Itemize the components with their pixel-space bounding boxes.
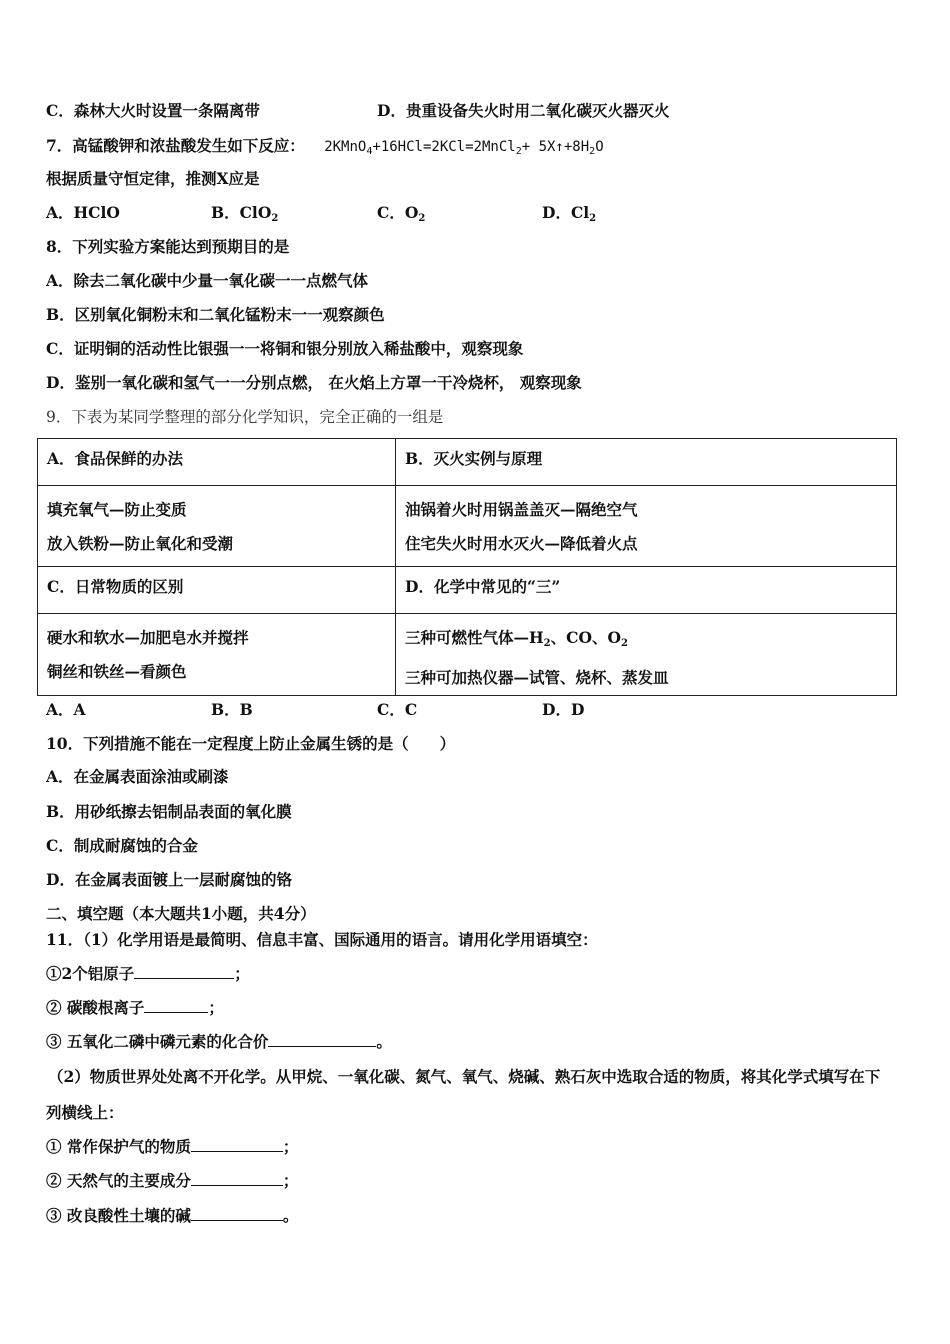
q11-p2-end: ； bbox=[208, 998, 224, 1017]
q11-s3-end: 。 bbox=[282, 1206, 299, 1225]
cell-c-body bbox=[38, 614, 396, 696]
q7-option-b-sub: 2 bbox=[271, 213, 279, 224]
q9-option-c: C．C bbox=[377, 700, 418, 719]
section-title: 二、填空题（本大题共1小题，共4分） bbox=[46, 904, 316, 923]
cell-b-body bbox=[396, 486, 897, 567]
cell-d-line1 bbox=[405, 621, 887, 661]
eq-part: O bbox=[595, 139, 604, 155]
q11-part1-item1 bbox=[46, 963, 250, 985]
cell-b-line1: 油锅着火时用锅盖盖灭—隔绝空气 bbox=[405, 500, 638, 519]
q11-part1-item2 bbox=[46, 997, 224, 1019]
q7-equation bbox=[324, 139, 603, 155]
cell-d-line1-a: 三种可燃性气体—H bbox=[405, 628, 544, 647]
answer-blank[interactable] bbox=[191, 1137, 283, 1152]
q11-part2-item3 bbox=[46, 1205, 298, 1227]
q10-option-c: C．制成耐腐蚀的合金 bbox=[46, 836, 198, 855]
q8-option-b: B．区别氧化铜粉末和二氧化锰粉末一一观察颜色 bbox=[46, 305, 385, 324]
answer-blank[interactable] bbox=[268, 1032, 376, 1047]
q11-s1-end: ； bbox=[282, 1137, 299, 1156]
q7-option-d-sub: 2 bbox=[589, 213, 597, 224]
q9-option-d: D．D bbox=[542, 700, 585, 719]
q7-option-d-text: D．Cl bbox=[542, 203, 590, 222]
cell-b-line2: 住宅失火时用水灭火—降低着火点 bbox=[405, 534, 638, 553]
q11-p3-end: 。 bbox=[376, 1032, 392, 1051]
q9-knowledge-table bbox=[37, 438, 897, 696]
q11-s2-end: ； bbox=[282, 1171, 299, 1190]
answer-blank[interactable] bbox=[191, 1171, 283, 1186]
q7-stem-text: 7．高锰酸钾和浓盐酸发生如下反应： bbox=[46, 136, 305, 155]
q11-p1-end: ； bbox=[234, 964, 250, 983]
cell-c-title: C．日常物质的区别 bbox=[38, 567, 396, 614]
q11-p3-label: ③ 五氧化二磷中磷元素的化合价 bbox=[46, 1032, 269, 1051]
q11-p1-label: ①2个铝原子 bbox=[46, 964, 135, 983]
eq-sub: 2 bbox=[515, 146, 522, 157]
q10-stem: 10．下列措施不能在一定程度上防止金属生锈的是（ ） bbox=[46, 734, 456, 753]
q11-part2-item1 bbox=[46, 1136, 298, 1158]
q7-option-c-sub: 2 bbox=[418, 213, 426, 224]
cell-a-line2: 放入铁粉—防止氧化和受潮 bbox=[47, 534, 234, 553]
q7-option-a: A．HClO bbox=[46, 203, 120, 222]
eq-sub: 2 bbox=[589, 146, 596, 157]
answer-blank[interactable] bbox=[134, 964, 234, 979]
cell-d-line2: 三种可加热仪器—试管、烧杯、蒸发皿 bbox=[405, 668, 669, 687]
q8-stem: 8．下列实验方案能达到预期目的是 bbox=[46, 237, 290, 256]
q7-option-c bbox=[377, 202, 425, 230]
q7-option-b bbox=[211, 202, 278, 230]
q11-p2-label: ② 碳酸根离子 bbox=[46, 998, 145, 1017]
cell-c-line2: 铜丝和铁丝—看颜色 bbox=[47, 662, 187, 681]
q8-option-c: C．证明铜的活动性比银强一一将铜和银分别放入稀盐酸中，观察现象 bbox=[46, 339, 524, 358]
cell-a-title: A．食品保鲜的办法 bbox=[38, 439, 396, 486]
cell-d-line1-sub: 2 bbox=[620, 638, 628, 649]
cell-a-line1: 填充氧气—防止变质 bbox=[47, 500, 187, 519]
q9-option-a: A．A bbox=[46, 700, 86, 719]
q11-stem: 11．（1）化学用语是最简明、信息丰富、国际通用的语言。请用化学用语填空： bbox=[46, 930, 598, 949]
eq-part: 2KMnO bbox=[324, 139, 367, 155]
q7-option-c-text: C．O bbox=[377, 203, 419, 222]
eq-sub: 4 bbox=[366, 146, 373, 157]
cell-c-line1: 硬水和软水—加肥皂水并搅拌 bbox=[47, 628, 249, 647]
cell-d-line1-b: 、CO、O bbox=[550, 628, 621, 647]
q11-part2-line2: 列横线上： bbox=[46, 1103, 124, 1122]
q11-part2-item2 bbox=[46, 1170, 298, 1192]
eq-part: + 5X↑+8H bbox=[521, 139, 590, 155]
q10-option-d: D．在金属表面镀上一层耐腐蚀的铬 bbox=[46, 870, 292, 889]
cell-d-body bbox=[396, 614, 897, 696]
cell-d-title: D．化学中常见的“三” bbox=[396, 567, 897, 614]
q11-s3-label: ③ 改良酸性土壤的碱 bbox=[46, 1206, 191, 1225]
cell-d-line1-sub: 2 bbox=[543, 638, 551, 649]
q9-option-b: B．B bbox=[211, 700, 253, 719]
q11-part2-line1: （2）物质世界处处离不开化学。从甲烷、一氧化碳、氮气、氧气、烧碱、熟石灰中选取合适的物质，将其化学式填写在下 bbox=[48, 1067, 881, 1086]
answer-blank[interactable] bbox=[144, 998, 208, 1013]
q11-s1-label: ① 常作保护气的物质 bbox=[46, 1137, 191, 1156]
q10-option-a: A．在金属表面涂油或刷漆 bbox=[46, 767, 229, 786]
q7-stem bbox=[46, 135, 604, 163]
q11-part1-item3 bbox=[46, 1031, 392, 1053]
q9-stem: 9．下表为某同学整理的部分化学知识，完全正确的一组是 bbox=[46, 408, 444, 426]
q6-option-d: D．贵重设备失火时用二氧化碳灭火器灭火 bbox=[377, 101, 670, 120]
q7-option-b-text: B．ClO bbox=[211, 203, 272, 222]
cell-b-title: B．灭火实例与原理 bbox=[396, 439, 897, 486]
answer-blank[interactable] bbox=[191, 1206, 283, 1221]
eq-part: +16HCl=2KCl=2MnCl bbox=[372, 139, 516, 155]
q7-option-d bbox=[542, 202, 596, 230]
q10-option-b: B．用砂纸擦去铝制品表面的氧化膜 bbox=[46, 802, 292, 821]
q6-option-c: C．森林大火时设置一条隔离带 bbox=[46, 101, 260, 120]
q8-option-a: A．除去二氧化碳中少量一氧化碳一一点燃气体 bbox=[46, 271, 369, 290]
cell-a-body bbox=[38, 486, 396, 567]
q11-s2-label: ② 天然气的主要成分 bbox=[46, 1171, 191, 1190]
q8-option-d: D．鉴别一氧化碳和氢气一一分别点燃， 在火焰上方罩一干冷烧杯， 观察现象 bbox=[46, 373, 582, 392]
q7-line2: 根据质量守恒定律，推测X应是 bbox=[46, 169, 260, 188]
